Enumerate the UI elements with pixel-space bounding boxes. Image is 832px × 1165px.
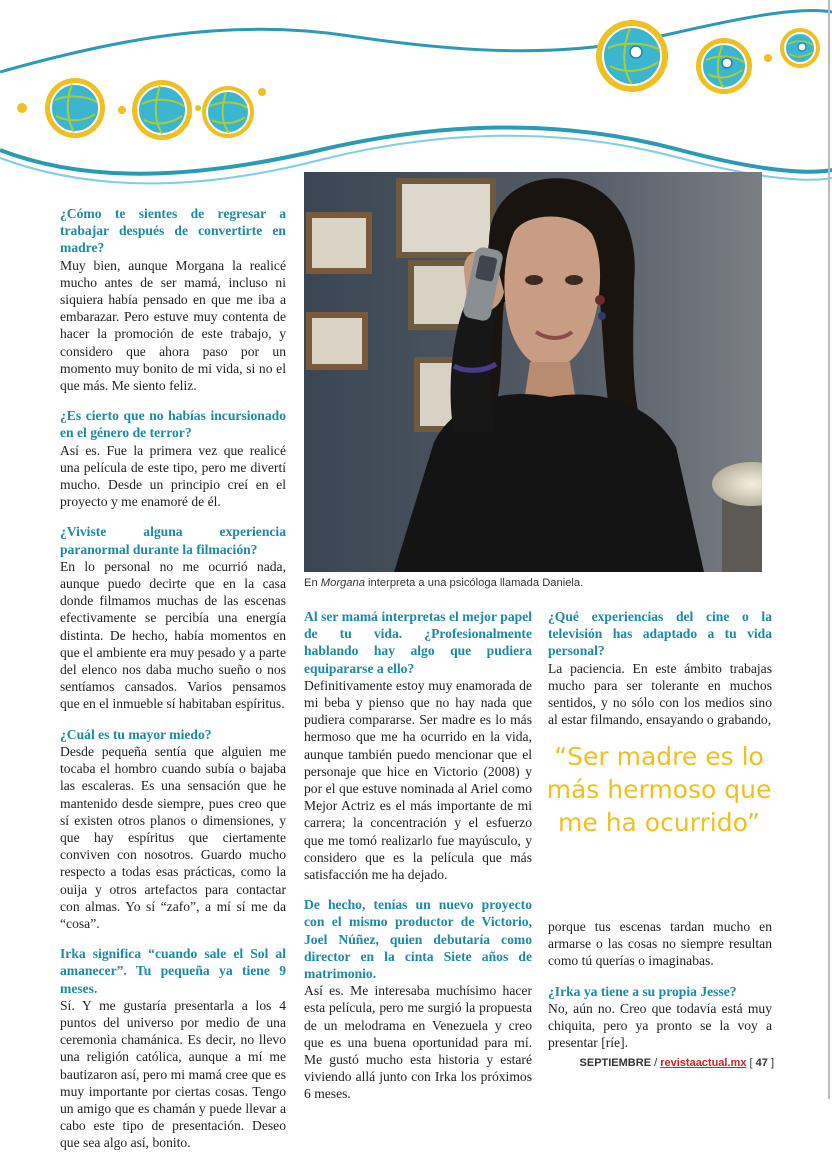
footer-separator: / bbox=[654, 1057, 658, 1069]
qa-block bbox=[60, 523, 286, 712]
interview-answer: La paciencia. En este ámbito trabajas mucho para ser tolerante en muchos sentidos, y no sólo con los medios sino al estar filmando, ensayando o grabando, bbox=[548, 660, 772, 728]
pull-quote: “Ser madre es lo más hermoso que me ha ocurrido” bbox=[546, 742, 772, 837]
interview-answer: Así es. Me interesaba muchísimo hacer esta película, pero me surgió la propuesta de un melodrama en Venezuela y creo que es una buena oportunidad para mí. Me gustó mucho esta historia y estaré viviendo allá junto con Irka los próximos 6 meses. bbox=[304, 983, 532, 1102]
globe-ornament-icon bbox=[780, 28, 820, 68]
article-column-2 bbox=[304, 608, 532, 1116]
interview-answer: Definitivamente estoy muy enamorada de mi beba y pienso que no hay nada que pudiera compararse. Ser madre es lo más hermoso que me ha ocurrido en la vida, aunque también puedo mencionar que el personaje que hice en Victorio (2008) y por el que estuve nominada al Ariel como Mejor Actriz es el más importante de mi carrera; la concentración y el esfuerzo que me tomó realizarlo fue mayúsculo, y considero que es la película que más satisfacción me ha dejado. bbox=[304, 677, 532, 883]
photo-caption: En Morgana interpreta a una psicóloga llamada Daniela. bbox=[304, 577, 584, 589]
article-photo bbox=[304, 172, 762, 572]
interview-question: Al ser mamá interpretas el mejor papel de tu vida. ¿Profesionalmente hablando hay algo que pudiera equipararse a ello? bbox=[304, 609, 532, 676]
qa-block bbox=[60, 205, 286, 394]
caption-film-title: Morgana bbox=[320, 577, 365, 589]
interview-question: ¿Qué experiencias del cine o la televisión has adaptado a tu vida personal? bbox=[548, 609, 772, 659]
interview-answer: No, aún no. Creo que todavía está muy chiquita, pero ya pronto se la voy a presentar [ríe]. bbox=[548, 1000, 772, 1051]
photo-illustration bbox=[304, 172, 762, 572]
qa-block bbox=[548, 983, 772, 1052]
interview-question: ¿Es cierto que no habías incursionado en el género de terror? bbox=[60, 408, 286, 441]
interview-answer: Muy bien, aunque Morgana la realicé mucho antes de ser mamá, incluso ni siquiera había pensado en que me iba a embarazar. Pero estuve muy contenta de hacer la promoción de este trabajo, y considero que ahora paso por un momento muy bonito de mi vida, si no el que más. Me siento feliz. bbox=[60, 257, 286, 394]
interview-answer: Desde pequeña sentía que alguien me tocaba el hombro cuando subía o bajaba las escaleras. Es una sensación que he mantenido desde siempre, pues creo que sí existen otros planos o dimensiones, y que hay espíritus que ciertamente conviven con nosotros. Guardo mucho respecto a todas esas prácticas, como la ouija y otros artefactos para contactar con almas. Yo sí “zafo”, a mí sí me da “cosa”. bbox=[60, 743, 286, 931]
qa-block bbox=[60, 945, 286, 1151]
interview-answer: Sí. Y me gustaría presentarla a los 4 puntos del universo por medio de una ceremonia chamánica. Es decir, no llevo una religión católica, aunque a mí me bautizaron así, pero mi mamá cree que es muy importante por ciertas cosas. Tengo un amigo que es chamán y puede llevar a cabo este tipo de presentación. Deseo que sea algo así, bonito. bbox=[60, 997, 286, 1151]
interview-question: ¿Irka ya tiene a su propia Jesse? bbox=[548, 983, 737, 999]
article-column-1 bbox=[60, 205, 286, 1165]
interview-answer: porque tus escenas tardan mucho en armarse o las cosas no siempre resultan como tú querías o imaginabas. bbox=[548, 919, 772, 969]
page-number: 47 bbox=[755, 1057, 768, 1069]
interview-question: ¿Cuál es tu mayor miedo? bbox=[60, 726, 212, 742]
decorative-wave-banner bbox=[0, 0, 832, 200]
footer-month: SEPTIEMBRE bbox=[579, 1057, 652, 1069]
article-column-3-top bbox=[548, 608, 772, 741]
globe-ornament-icon bbox=[118, 80, 192, 140]
globe-ornament-icon bbox=[195, 86, 254, 138]
footer-bracket-open: [ bbox=[749, 1057, 753, 1069]
globe-ornament-icon bbox=[17, 78, 105, 138]
page-footer bbox=[580, 1057, 774, 1069]
interview-answer: Así es. Fue la primera vez que realicé una película de este tipo, pero me divertí mucho. Desde un principio creí en el proyecto y me enamoré de él. bbox=[60, 442, 286, 510]
footer-site-link[interactable]: revistaactual.mx bbox=[660, 1057, 747, 1069]
qa-block bbox=[60, 407, 286, 510]
qa-block bbox=[304, 896, 532, 1102]
qa-block bbox=[548, 918, 772, 970]
interview-question: Irka significa “cuando sale el Sol al amanecer”. Tu pequeña ya tiene 9 meses. bbox=[60, 946, 286, 996]
interview-question: ¿Viviste alguna experiencia paranormal durante la filmación? bbox=[60, 524, 286, 557]
qa-block bbox=[548, 608, 772, 728]
footer-bracket-close: ] bbox=[770, 1057, 774, 1069]
page-edge-line bbox=[828, 0, 830, 1099]
interview-question: ¿Cómo te sientes de regresar a trabajar después de convertirte en madre? bbox=[60, 206, 286, 256]
globe-ornament-icon bbox=[696, 38, 772, 94]
interview-answer: En lo personal no me ocurrió nada, aunque puedo decirte que en la casa donde filmamos muchas de las escenas efectivamente se percibía una energía distinta. De hecho, había momentos en que el ambiente era muy pesado y a parte del elenco nos daba mucho sueño o nos sentíamos cansados. Varios pensamos que en el inmueble sí habitaban espíritus. bbox=[60, 558, 286, 712]
qa-block bbox=[60, 726, 286, 932]
qa-block bbox=[304, 608, 532, 883]
interview-question: De hecho, tenías un nuevo proyecto con el mismo productor de Victorio, Joel Núñez, quien debutaría como director en la cinta Siete años de matrimonio. bbox=[304, 897, 532, 982]
article-column-3-bottom bbox=[548, 918, 772, 1064]
